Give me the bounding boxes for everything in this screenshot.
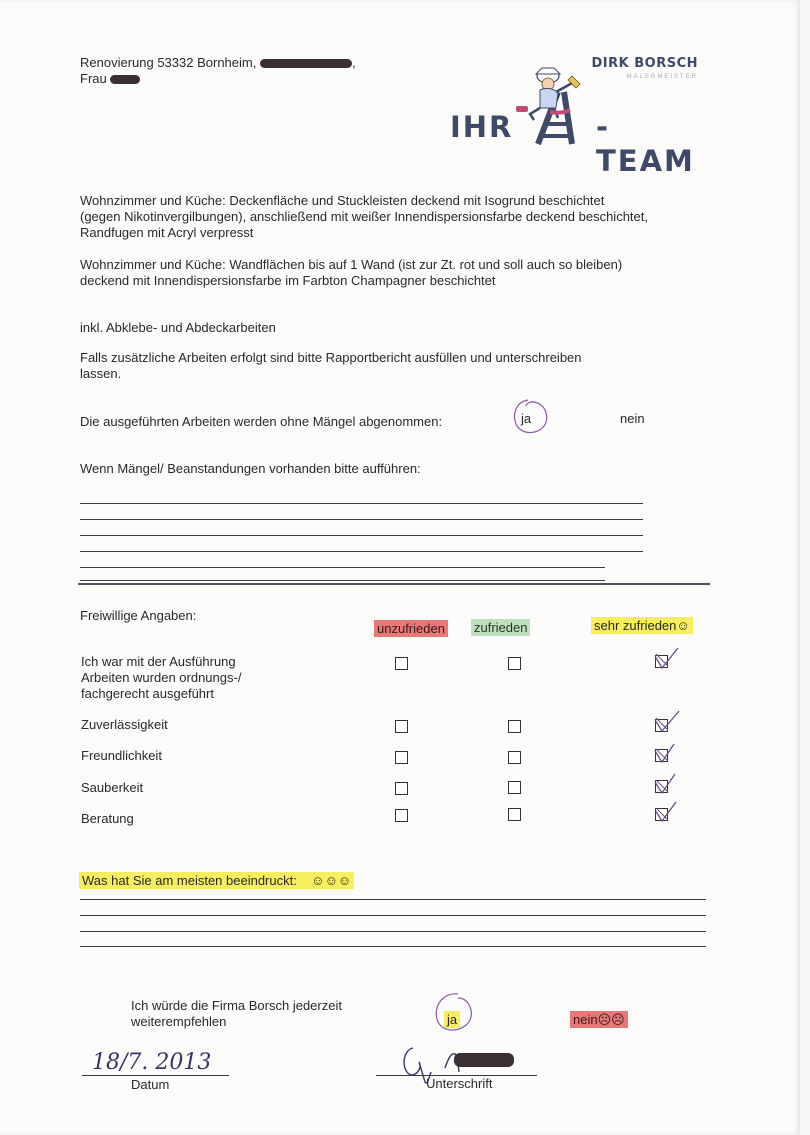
checkbox-cleanliness-unzufrieden[interactable] [395, 782, 408, 795]
handwritten-circle-icon [428, 990, 478, 1036]
acceptance-yes-option[interactable]: ja [521, 411, 532, 426]
painter-ladder-icon [510, 62, 605, 147]
smiley-icon: ☺☺☺ [311, 873, 352, 888]
survey-row-label-advice: Beratung [81, 811, 134, 826]
checkbox-execution-zufrieden[interactable] [508, 657, 521, 670]
handwritten-check-icon [650, 708, 682, 734]
salutation-line: Frau [80, 71, 140, 87]
checkbox-advice-zufrieden[interactable] [508, 808, 521, 821]
redacted-surname [110, 75, 140, 84]
work-paragraph-1: Wohnzimmer und Küche: Deckenfläche und Stuckleisten deckend mit Isogrund beschichtet (gegen Nikotinvergilbungen), anschließend mit weißer Innendispersionsfarbe deckend beschichtet, Randfugen mit Acryl verpresst [80, 193, 648, 240]
acceptance-question: Die ausgeführten Arbeiten werden ohne Mängel abgenommen: [80, 414, 443, 429]
survey-row-label-reliability: Zuverlässigkeit [81, 717, 168, 732]
column-unzufrieden: unzufrieden [374, 621, 448, 637]
company-logo [420, 52, 700, 178]
column-zufrieden: zufrieden [471, 620, 530, 636]
logo-team-left: IHR [450, 110, 514, 144]
recommend-yes-option[interactable]: ja [444, 1012, 460, 1028]
handwritten-check-icon [650, 799, 682, 825]
address-line: Renovierung 53332 Bornheim, , [80, 55, 356, 70]
survey-row-label-cleanliness: Sauberkeit [81, 780, 144, 795]
handwritten-date: 18/7. 2013 [92, 1050, 212, 1075]
logo-team-right: -TEAM [596, 110, 695, 178]
work-paragraph-2: Wohnzimmer und Küche: Wandflächen bis auf 1 Wand (ist zur Zt. rot und soll auch so bleiben) deckend mit Innendispersionsfarbe im Farbton Champagner beschichtet [80, 257, 623, 288]
checkbox-advice-unzufrieden[interactable] [395, 809, 408, 822]
checkbox-reliability-unzufrieden[interactable] [395, 720, 408, 733]
handwritten-check-icon [650, 740, 682, 766]
logo-tagline: MALERMEISTER [626, 74, 698, 80]
logo-owner-name: DIRK BORSCH [591, 56, 698, 71]
recommend-no-option[interactable]: nein☹☹ [570, 1012, 628, 1028]
checkbox-execution-unzufrieden[interactable] [395, 657, 408, 670]
impressed-question: Was hat Sie am meisten beeindruckt: ☺☺☺ [79, 873, 354, 889]
acceptance-no-option[interactable]: nein [620, 411, 645, 426]
column-sehr-zufrieden: sehr zufrieden☺ [591, 618, 693, 634]
checkbox-friendliness-unzufrieden[interactable] [395, 751, 408, 764]
checkbox-reliability-zufrieden[interactable] [508, 720, 521, 733]
handwritten-circle-icon [508, 396, 552, 438]
survey-row-label-execution: Ich war mit der Ausführung Arbeiten wurden ordnungs-/ fachgerecht ausgeführt [81, 654, 242, 701]
checkbox-cleanliness-zufrieden[interactable] [508, 781, 521, 794]
work-paragraph-3: inkl. Abklebe- und Abdeckarbeiten [80, 320, 276, 335]
survey-row-label-friendliness: Freundlichkeit [81, 748, 162, 763]
recommend-text: Ich würde die Firma Borsch jederzeit weiterempfehlen [131, 998, 342, 1029]
handwritten-check-icon [650, 646, 682, 672]
handwritten-check-icon [650, 771, 682, 797]
defects-prompt: Wenn Mängel/ Beanstandungen vorhanden bitte aufführen: [80, 461, 421, 476]
checkbox-friendliness-zufrieden[interactable] [508, 751, 521, 764]
survey-title: Freiwillige Angaben: [80, 608, 197, 623]
redacted-name [260, 59, 352, 68]
signature-label: Unterschrift [426, 1076, 493, 1091]
redacted-signature [454, 1053, 514, 1067]
date-label: Datum [131, 1077, 170, 1092]
work-paragraph-4: Falls zusätzliche Arbeiten erfolgt sind bitte Rapportbericht ausfüllen und unterschreiben lassen. [80, 350, 582, 381]
